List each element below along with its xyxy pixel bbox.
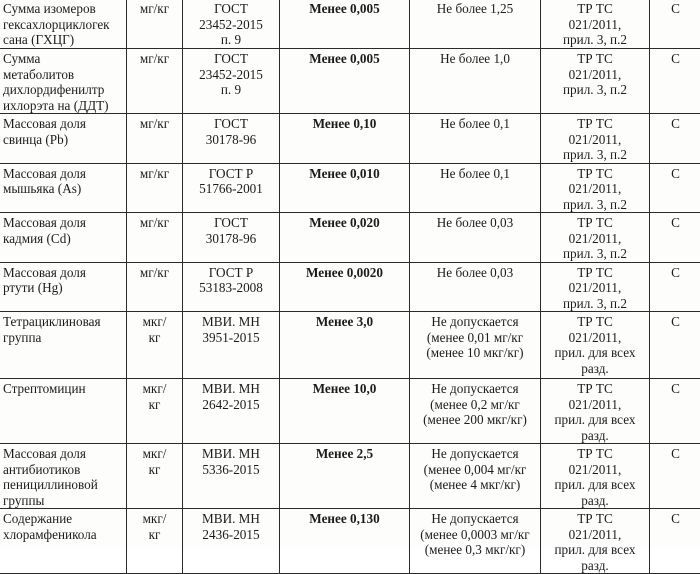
cell-text-line: Массовая доля (3, 215, 122, 231)
cell-text-line: разд. (545, 361, 645, 377)
cell-text-line: ТР ТС (545, 446, 645, 462)
cell-normative-document (541, 49, 650, 114)
table-row (0, 509, 700, 574)
cell-text: С (654, 1, 697, 17)
cell-text-line: (менее 200 мкг/кг) (414, 412, 536, 428)
cell-text-line: свинца (Pb) (3, 132, 122, 148)
cell-indicator-name (0, 163, 127, 213)
cell-result (280, 509, 410, 574)
cell-text: Менее 0,005 (284, 51, 405, 67)
cell-text-line: ТР ТС (545, 51, 645, 67)
cell-conformity-mark (650, 114, 700, 164)
cell-text-line: антибиотиков (3, 462, 122, 478)
cell-text-line: (менее 0,01 мг/кг (414, 330, 536, 346)
cell-text-line: гексахлорциклогек (3, 17, 122, 33)
cell-text-line: 021/2011, (545, 462, 645, 478)
cell-text-line: 30178-96 (187, 132, 275, 148)
cell-unit (127, 379, 183, 444)
table-row (0, 213, 700, 263)
cell-text: С (654, 511, 697, 527)
cell-text-line: 021/2011, (545, 397, 645, 413)
cell-text-line: сана (ГХЦГ) (3, 32, 122, 48)
cell-text-line: ТР ТС (545, 215, 645, 231)
cell-text-line: 30178-96 (187, 231, 275, 247)
cell-text-line: дихлордифенилтр (3, 82, 122, 98)
cell-conformity-mark (650, 312, 700, 379)
cell-norm (410, 262, 541, 312)
cell-test-method (183, 0, 280, 49)
cell-text-line: прил. для всех (545, 477, 645, 493)
cell-indicator-name (0, 379, 127, 444)
cell-text-line: ГОСТ Р (187, 166, 275, 182)
cell-text-line: мкг/ (131, 381, 178, 397)
cell-text: С (654, 265, 697, 281)
cell-indicator-name (0, 509, 127, 574)
cell-indicator-name (0, 114, 127, 164)
cell-text-line: 2436-2015 (187, 527, 275, 543)
cell-text-line: группы (3, 493, 122, 509)
cell-text-line: прил. 3, п.2 (545, 246, 645, 262)
cell-result (280, 379, 410, 444)
cell-text-line: мышьяка (As) (3, 181, 122, 197)
cell-text-line: ГОСТ (187, 116, 275, 132)
cell-norm (410, 0, 541, 49)
cell-normative-document (541, 312, 650, 379)
cell-text: Менее 0,020 (284, 215, 405, 231)
cell-text-line: метаболитов (3, 67, 122, 83)
cell-result (280, 262, 410, 312)
table-row (0, 312, 700, 379)
cell-conformity-mark (650, 262, 700, 312)
cell-text-line: Тетрациклиновая (3, 314, 122, 330)
cell-text-line: (менее 4 мкг/кг) (414, 477, 536, 493)
cell-text-line: Не более 0,1 (414, 116, 536, 132)
cell-text-line: кадмия (Cd) (3, 231, 122, 247)
cell-test-method (183, 312, 280, 379)
cell-text-line: мкг/ (131, 511, 178, 527)
cell-text-line: кг (131, 330, 178, 346)
cell-text-line: группа (3, 330, 122, 346)
cell-text: Менее 3,0 (284, 314, 405, 330)
table-row (0, 49, 700, 114)
cell-text: С (654, 446, 697, 462)
cell-text: Менее 0,005 (284, 1, 405, 17)
cell-text: Менее 0,10 (284, 116, 405, 132)
table-row (0, 379, 700, 444)
table-row (0, 0, 700, 49)
cell-unit (127, 163, 183, 213)
cell-text-line: разд. (545, 558, 645, 574)
cell-text-line: кг (131, 397, 178, 413)
cell-text-line: Стрептомицин (3, 381, 122, 397)
cell-test-method (183, 444, 280, 509)
cell-text-line: мг/кг (131, 1, 178, 17)
cell-text-line: (менее 0,3 мкг/кг) (414, 542, 536, 558)
cell-indicator-name (0, 262, 127, 312)
cell-text-line: хлорамфеникола (3, 527, 122, 543)
cell-text-line: 5336-2015 (187, 462, 275, 478)
cell-unit (127, 262, 183, 312)
cell-text-line: ТР ТС (545, 116, 645, 132)
cell-text-line: 021/2011, (545, 330, 645, 346)
cell-test-method (183, 49, 280, 114)
cell-indicator-name (0, 312, 127, 379)
cell-text: С (654, 314, 697, 330)
cell-text-line: ГОСТ (187, 51, 275, 67)
cell-result (280, 163, 410, 213)
cell-unit (127, 444, 183, 509)
cell-text-line: 021/2011, (545, 17, 645, 33)
cell-text-line: ртути (Hg) (3, 280, 122, 296)
cell-text-line: Массовая доля (3, 446, 122, 462)
cell-test-method (183, 379, 280, 444)
cell-test-method (183, 163, 280, 213)
cell-normative-document (541, 379, 650, 444)
cell-result (280, 114, 410, 164)
cell-text-line: разд. (545, 428, 645, 444)
cell-text-line: Массовая доля (3, 166, 122, 182)
cell-text-line: 021/2011, (545, 67, 645, 83)
cell-text-line: 23452-2015 (187, 67, 275, 83)
cell-text-line: мг/кг (131, 215, 178, 231)
cell-text-line: 53183-2008 (187, 280, 275, 296)
cell-text-line: разд. (545, 493, 645, 509)
cell-norm (410, 379, 541, 444)
cell-unit (127, 0, 183, 49)
cell-text-line: Не допускается (414, 381, 536, 397)
cell-text-line: 021/2011, (545, 231, 645, 247)
cell-unit (127, 213, 183, 263)
cell-test-method (183, 213, 280, 263)
cell-test-method (183, 509, 280, 574)
cell-normative-document (541, 114, 650, 164)
cell-text-line: 021/2011, (545, 132, 645, 148)
cell-text-line: мг/кг (131, 116, 178, 132)
cell-text: Менее 10,0 (284, 381, 405, 397)
cell-text-line: МВИ. МН (187, 511, 275, 527)
cell-norm (410, 163, 541, 213)
cell-result (280, 213, 410, 263)
cell-indicator-name (0, 49, 127, 114)
cell-text-line: Не допускается (414, 314, 536, 330)
cell-result (280, 312, 410, 379)
cell-text-line: кг (131, 462, 178, 478)
cell-text-line: (менее 0,2 мг/кг (414, 397, 536, 413)
cell-conformity-mark (650, 0, 700, 49)
cell-text: Менее 0,130 (284, 511, 405, 527)
cell-text-line: 021/2011, (545, 181, 645, 197)
cell-text-line: мг/кг (131, 265, 178, 281)
cell-norm (410, 312, 541, 379)
cell-text-line: п. 9 (187, 32, 275, 48)
cell-text-line: Содержание (3, 511, 122, 527)
cell-text: Менее 0,010 (284, 166, 405, 182)
cell-unit (127, 509, 183, 574)
cell-text-line: ТР ТС (545, 265, 645, 281)
cell-norm (410, 49, 541, 114)
cell-text-line: прил. для всех (545, 345, 645, 361)
cell-test-method (183, 114, 280, 164)
cell-text-line: ТР ТС (545, 381, 645, 397)
cell-normative-document (541, 262, 650, 312)
cell-text-line: (менее 10 мкг/кг) (414, 345, 536, 361)
table-row (0, 163, 700, 213)
table-row (0, 114, 700, 164)
cell-text-line: ТР ТС (545, 166, 645, 182)
cell-conformity-mark (650, 444, 700, 509)
cell-text-line: ГОСТ (187, 1, 275, 17)
cell-norm (410, 444, 541, 509)
cell-text-line: п. 9 (187, 82, 275, 98)
cell-unit (127, 49, 183, 114)
cell-text-line: Не более 0,1 (414, 166, 536, 182)
cell-text-line: 021/2011, (545, 280, 645, 296)
cell-norm (410, 213, 541, 263)
table-row (0, 444, 700, 509)
cell-normative-document (541, 444, 650, 509)
cell-indicator-name (0, 213, 127, 263)
cell-text-line: прил. для всех (545, 412, 645, 428)
cell-text-line: ГОСТ Р (187, 265, 275, 281)
cell-text: С (654, 166, 697, 182)
cell-normative-document (541, 0, 650, 49)
cell-normative-document (541, 509, 650, 574)
cell-text-line: ТР ТС (545, 511, 645, 527)
cell-text-line: (менее 0,004 мг/кг (414, 462, 536, 478)
cell-text: С (654, 116, 697, 132)
cell-text-line: пенициллиновой (3, 477, 122, 493)
cell-text-line: Массовая доля (3, 116, 122, 132)
cell-text: Менее 2,5 (284, 446, 405, 462)
cell-text-line: 021/2011, (545, 527, 645, 543)
cell-text: Менее 0,0020 (284, 265, 405, 281)
cell-text-line: Не допускается (414, 446, 536, 462)
cell-indicator-name (0, 0, 127, 49)
cell-text-line: Сумма изомеров (3, 1, 122, 17)
cell-test-method (183, 262, 280, 312)
cell-norm (410, 509, 541, 574)
cell-text: С (654, 51, 697, 67)
cell-text-line: МВИ. МН (187, 381, 275, 397)
cell-text: С (654, 215, 697, 231)
cell-text-line: 23452-2015 (187, 17, 275, 33)
cell-text-line: ТР ТС (545, 1, 645, 17)
cell-text-line: Не более 1,25 (414, 1, 536, 17)
cell-text-line: Не допускается (414, 511, 536, 527)
cell-normative-document (541, 163, 650, 213)
cell-text-line: Не более 0,03 (414, 265, 536, 281)
cell-text-line: прил. 3, п.2 (545, 32, 645, 48)
cell-unit (127, 114, 183, 164)
cell-indicator-name (0, 444, 127, 509)
cell-norm (410, 114, 541, 164)
cell-conformity-mark (650, 49, 700, 114)
cell-result (280, 49, 410, 114)
cell-conformity-mark (650, 163, 700, 213)
table-row (0, 262, 700, 312)
cell-text-line: Не более 0,03 (414, 215, 536, 231)
cell-text-line: МВИ. МН (187, 446, 275, 462)
cell-text-line: ГОСТ (187, 215, 275, 231)
cell-text-line: Массовая доля (3, 265, 122, 281)
cell-text-line: ихлорэта на (ДДТ) (3, 98, 122, 114)
cell-text-line: (менее 0,0003 мг/кг (414, 527, 536, 543)
cell-text-line: прил. 3, п.2 (545, 296, 645, 312)
cell-normative-document (541, 213, 650, 263)
cell-conformity-mark (650, 509, 700, 574)
cell-text-line: мг/кг (131, 51, 178, 67)
cell-text-line: 3951-2015 (187, 330, 275, 346)
cell-text-line: Не более 1,0 (414, 51, 536, 67)
cell-text-line: 51766-2001 (187, 181, 275, 197)
cell-text-line: МВИ. МН (187, 314, 275, 330)
cell-text-line: прил. для всех (545, 542, 645, 558)
cell-text-line: прил. 3, п.2 (545, 147, 645, 163)
cell-text: С (654, 381, 697, 397)
cell-result (280, 0, 410, 49)
cell-unit (127, 312, 183, 379)
cell-text-line: кг (131, 527, 178, 543)
cell-text-line: мкг/ (131, 446, 178, 462)
cell-text-line: прил. 3, п.2 (545, 82, 645, 98)
cell-conformity-mark (650, 379, 700, 444)
cell-text-line: мг/кг (131, 166, 178, 182)
cell-result (280, 444, 410, 509)
cell-conformity-mark (650, 213, 700, 263)
cell-text-line: 2642-2015 (187, 397, 275, 413)
cell-text-line: Сумма (3, 51, 122, 67)
cell-text-line: мкг/ (131, 314, 178, 330)
cell-text-line: ТР ТС (545, 314, 645, 330)
cell-text-line: прил. 3, п.2 (545, 197, 645, 213)
